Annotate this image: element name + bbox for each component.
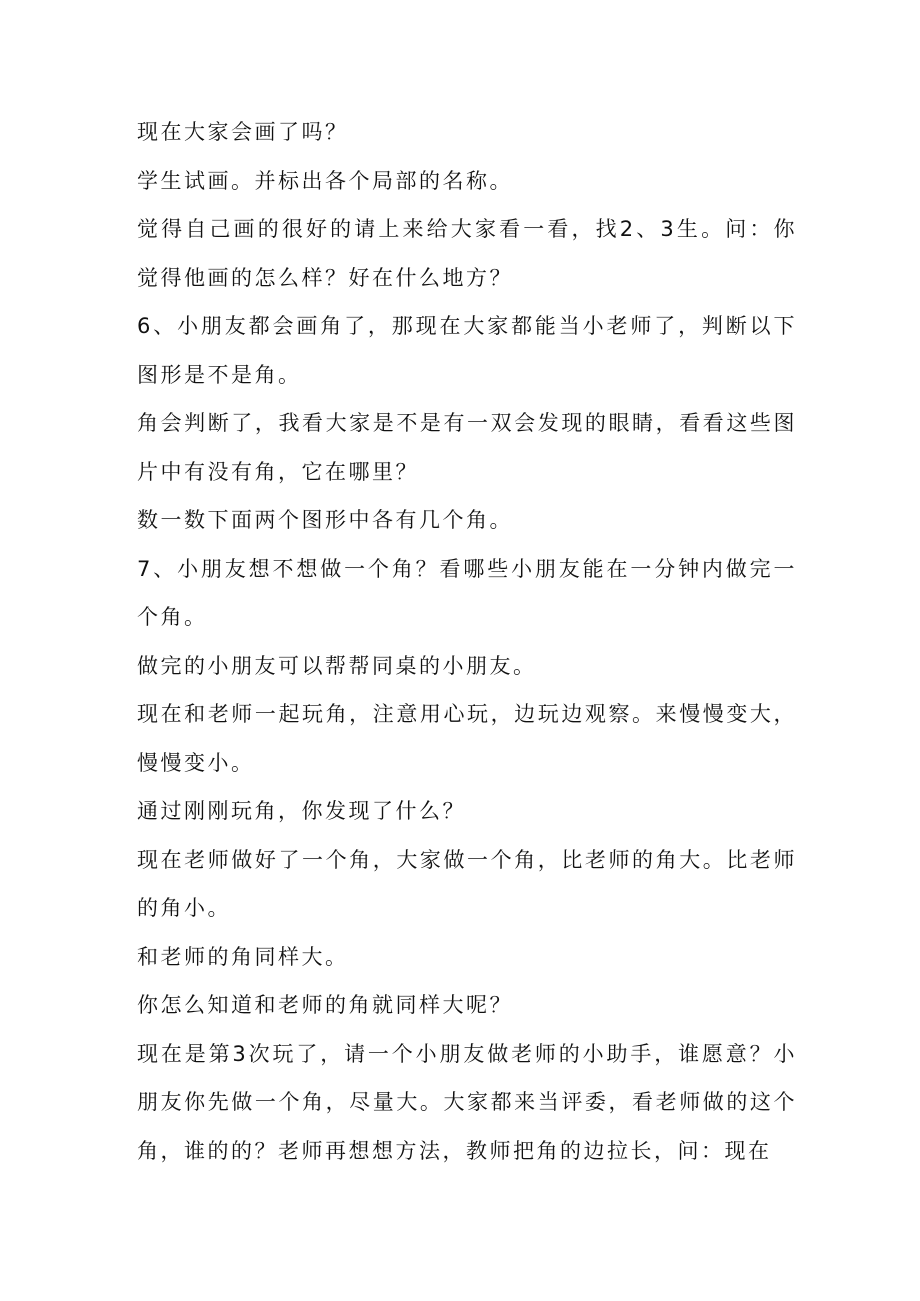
paragraph: 角会判断了，我看大家是不是有一双会发现的眼睛，看看这些图片中有没有角，它在哪里？ [137,411,797,484]
document-body [137,108,797,1175]
paragraph: 和老师的角同样大。 [137,944,349,969]
paragraph: 通过刚刚玩角，你发现了什么？ [137,799,466,823]
paragraph: 做完的小朋友可以帮帮同桌的小朋友。 [137,653,537,678]
paragraph: 现在是第3次玩了，请一个小朋友做老师的小助手，谁愿意？小朋友你先做一个角，尽量大。大家都来当评委，看老师做的这个角，谁的的？老师再想想方法，教师把角的边拉长，问：现在 [137,1041,797,1163]
paragraph: 现在和老师一起玩角，注意用心玩，边玩边观察。来慢慢变大，慢慢变小。 [137,702,797,775]
paragraph: 学生试画。并标出各个局部的名称。 [137,168,513,193]
paragraph: 7、小朋友想不想做一个角？看哪些小朋友能在一分钟内做完一个角。 [137,556,797,629]
paragraph: 6、小朋友都会画角了，那现在大家都能当小老师了，判断以下图形是不是角。 [137,314,797,387]
paragraph: 觉得自己画的很好的请上来给大家看一看，找2、3生。问：你觉得他画的怎么样？好在什么地方？ [137,217,797,290]
paragraph: 你怎么知道和老师的角就同样大呢？ [137,993,513,1017]
paragraph: 数一数下面两个图形中各有几个角。 [137,508,513,532]
paragraph: 现在大家会画了吗？ [137,120,349,144]
paragraph: 现在老师做好了一个角，大家做一个角，比老师的角大。比老师的角小。 [137,847,797,920]
